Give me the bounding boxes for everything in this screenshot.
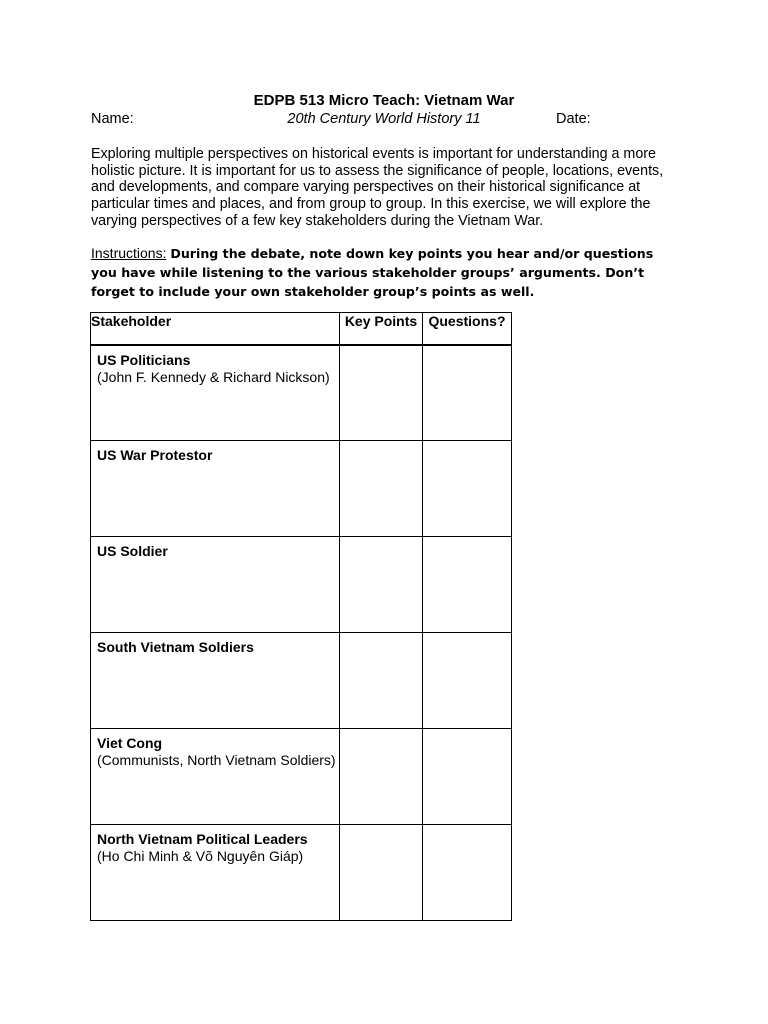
course-title: 20th Century World History 11 bbox=[287, 111, 481, 127]
table-row bbox=[91, 345, 512, 441]
key-points-cell[interactable] bbox=[340, 537, 423, 633]
stakeholder-note: (Communists, North Vietnam Soldiers) bbox=[97, 752, 336, 768]
key-points-cell[interactable] bbox=[340, 729, 423, 825]
key-points-cell[interactable] bbox=[340, 345, 423, 441]
stakeholder-name: US Soldier bbox=[97, 543, 168, 559]
table-header-row bbox=[91, 313, 512, 345]
key-points-cell[interactable] bbox=[340, 633, 423, 729]
instructions-text: During the debate, note down key points you hear and/or questions you have while listening to the various stakeholder groups’ arguments. Don’t forget to include your own stakeholder group’s points as well. bbox=[91, 246, 654, 299]
stakeholder-cell bbox=[91, 729, 340, 825]
header-key-points: Key Points bbox=[340, 313, 423, 345]
stakeholder-table bbox=[90, 312, 512, 921]
stakeholder-cell bbox=[91, 825, 340, 921]
table-row bbox=[91, 729, 512, 825]
stakeholder-name: Viet Cong bbox=[97, 735, 163, 751]
intro-paragraph: Exploring multiple perspectives on historical events is important for understanding a more holistic picture. It is important for us to assess the significance of people, locations, events, and developments, and compare varying perspectives on their historical significance at particular times and places, and from group to group. In this exercise, we will explore the varying perspectives of a few key stakeholders during the Vietnam War. bbox=[91, 146, 664, 229]
stakeholder-cell bbox=[91, 633, 340, 729]
instructions-paragraph bbox=[91, 244, 681, 301]
table-row bbox=[91, 825, 512, 921]
questions-cell[interactable] bbox=[423, 441, 512, 537]
header-questions: Questions? bbox=[423, 313, 512, 345]
header-stakeholder: Stakeholder bbox=[91, 313, 340, 345]
table-row bbox=[91, 633, 512, 729]
stakeholder-name: North Vietnam Political Leaders bbox=[97, 831, 308, 847]
stakeholder-cell bbox=[91, 345, 340, 441]
stakeholder-name: South Vietnam Soldiers bbox=[97, 639, 254, 655]
stakeholder-note: (John F. Kennedy & Richard Nickson) bbox=[97, 368, 330, 385]
key-points-cell[interactable] bbox=[340, 825, 423, 921]
stakeholder-note: (Ho Chi Minh & Võ Nguyên Giáp) bbox=[97, 848, 304, 864]
date-label: Date: bbox=[556, 111, 591, 127]
questions-cell[interactable] bbox=[423, 345, 512, 441]
instructions-label: Instructions: bbox=[91, 245, 167, 261]
stakeholder-name: US Politicians bbox=[97, 351, 191, 368]
questions-cell[interactable] bbox=[423, 537, 512, 633]
key-points-cell[interactable] bbox=[340, 441, 423, 537]
document-title: EDPB 513 Micro Teach: Vietnam War bbox=[253, 92, 515, 109]
table-row bbox=[91, 441, 512, 537]
questions-cell[interactable] bbox=[423, 729, 512, 825]
questions-cell[interactable] bbox=[423, 825, 512, 921]
stakeholder-cell bbox=[91, 537, 340, 633]
stakeholder-cell bbox=[91, 441, 340, 537]
stakeholder-name: US War Protestor bbox=[97, 447, 213, 463]
questions-cell[interactable] bbox=[423, 633, 512, 729]
name-label: Name: bbox=[91, 111, 134, 127]
table-row bbox=[91, 537, 512, 633]
